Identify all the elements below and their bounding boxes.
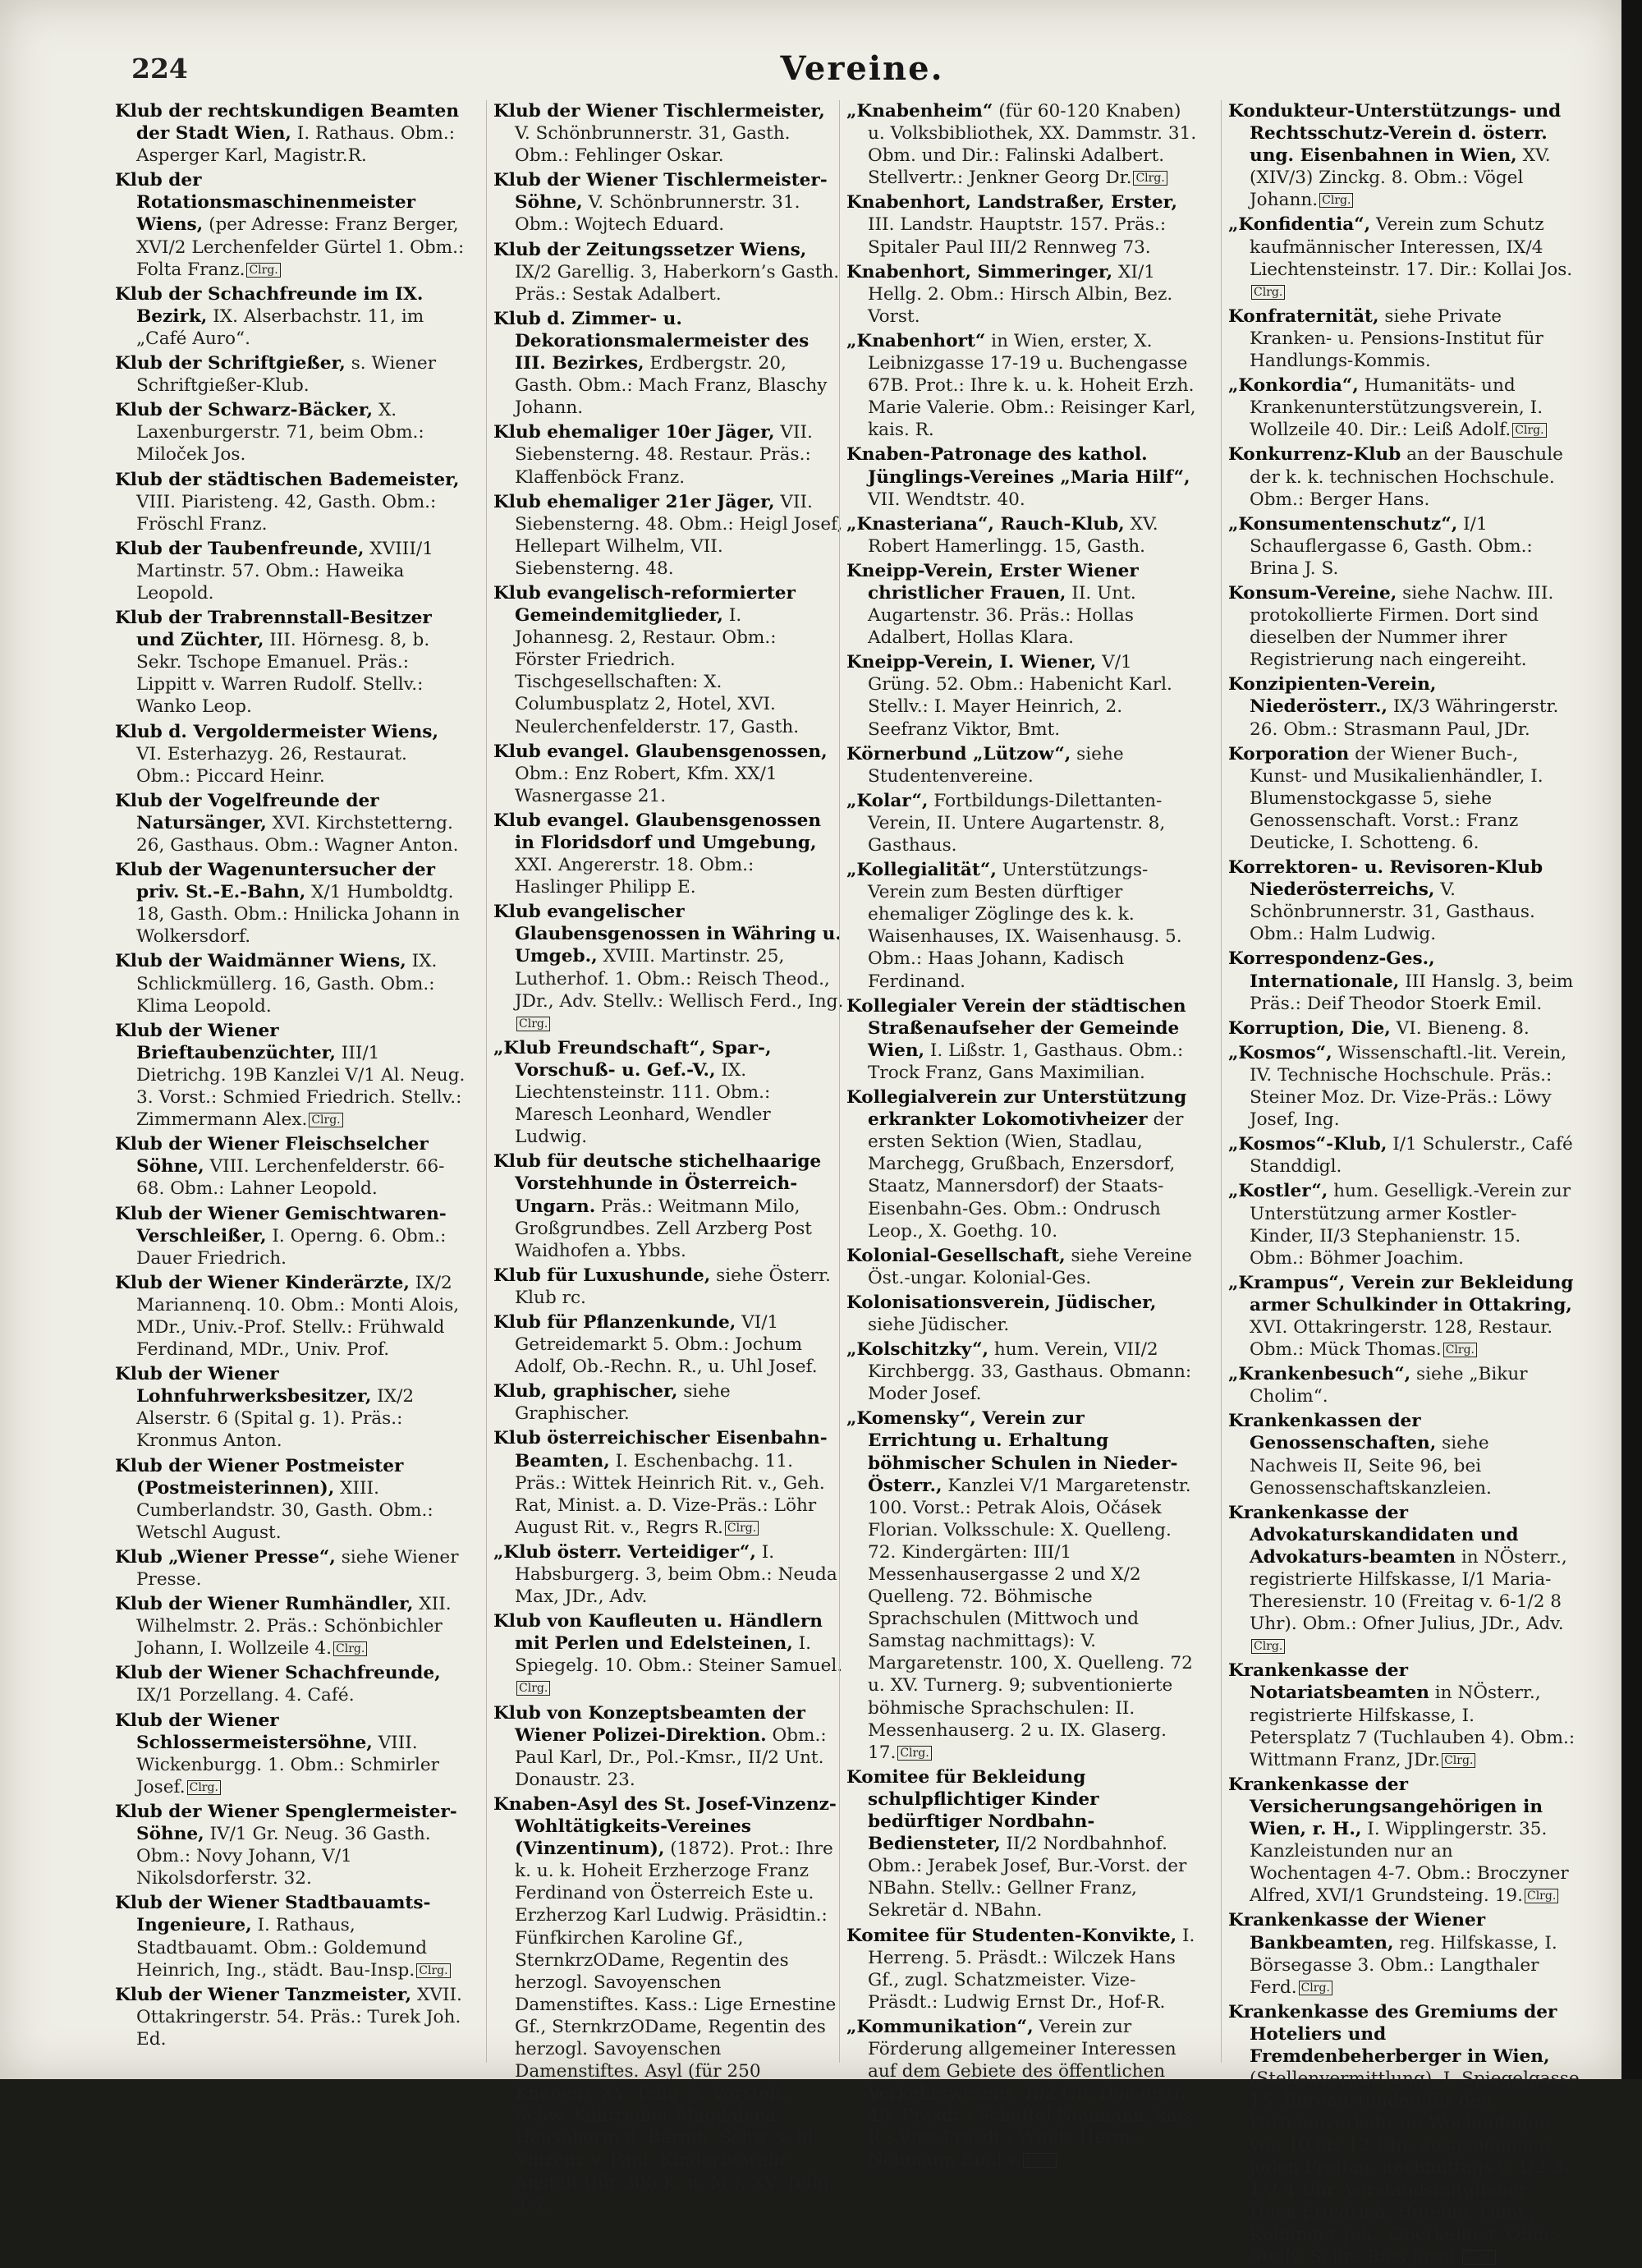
entry-details: I. Operng. 6. Obm.: Dauer Friedrich. bbox=[136, 1225, 447, 1269]
directory-entry bbox=[1228, 1660, 1580, 1770]
entry-details: in NÖsterr., registrierte Hilfskasse, I. Petersplatz 7 (Tuchlauben 4). Obm.: Wittmann Franz, JDr. bbox=[1250, 1683, 1575, 1770]
directory-entry bbox=[1228, 1774, 1580, 1908]
directory-entry bbox=[493, 1311, 845, 1378]
directory-entry bbox=[1228, 856, 1580, 945]
entry-title: Klub österreichischer Eisenbahn-Beamten, bbox=[493, 1428, 828, 1471]
entry-title: Krankenkassen der Genossenschaften, bbox=[1228, 1411, 1437, 1454]
entry-details: XVI. Kirchstetterng. 26, Gasthaus. Obm.: Wagner Anton. bbox=[136, 812, 459, 856]
entry-title: Kolonial-Gesellschaft, bbox=[846, 1245, 1066, 1266]
text-column-1 bbox=[115, 100, 466, 2063]
entry-title: Kollegialverein zur Unterstützung erkrankter Lokomotivheizer bbox=[846, 1087, 1187, 1131]
directory-entry bbox=[1228, 743, 1580, 854]
directory-entry bbox=[846, 443, 1198, 510]
directory-entry bbox=[846, 790, 1198, 856]
entry-title: Klub der städtischen Bademeister, bbox=[115, 469, 460, 490]
entry-title: Konsum-Vereine, bbox=[1228, 582, 1397, 604]
entry-details: XVIII. Martinstr. 25, Lutherhof. 1. Obm.: Reisch Theod., JDr., Adv. Stellv.: Wellisch Ferd., Ing. bbox=[515, 946, 844, 1012]
registration-stamp: Clrg. bbox=[416, 1963, 450, 1978]
directory-entry bbox=[115, 1710, 466, 1798]
entry-title: Klub, graphischer, bbox=[493, 1381, 678, 1403]
directory-entry bbox=[115, 1203, 466, 1269]
directory-entry bbox=[846, 859, 1198, 993]
directory-entry bbox=[846, 1407, 1198, 1764]
entry-title: Klub ehemaliger 10er Jäger, bbox=[493, 422, 775, 443]
text-column-3 bbox=[839, 100, 1198, 2171]
directory-entry bbox=[115, 790, 466, 856]
directory-entry bbox=[846, 1245, 1198, 1289]
entry-details: I. Spiegelg. 10. Obm.: Steiner Samuel. bbox=[515, 1633, 843, 1677]
entry-title: „Knabenhort“ bbox=[846, 330, 986, 351]
registration-stamp: Clrg. bbox=[1442, 1753, 1475, 1768]
entry-details: siehe Private Kranken- u. Pensions-Institut für Handlungs-Kommis. bbox=[1250, 305, 1543, 372]
page-title: Vereine. bbox=[780, 49, 944, 88]
entry-title: Krankenkasse der Advokaturskandidaten und Advokaturs-beamten bbox=[1228, 1502, 1519, 1568]
directory-entry bbox=[1228, 1272, 1580, 1361]
directory-entry bbox=[846, 330, 1198, 441]
entry-title: Klub der Wiener Spenglermeister-Söhne, bbox=[115, 1801, 457, 1845]
registration-stamp: Clrg. bbox=[1251, 285, 1285, 300]
directory-entry bbox=[1228, 2001, 1580, 2268]
directory-entry bbox=[115, 859, 466, 948]
registration-stamp: Clrg. bbox=[897, 1746, 931, 1761]
entry-details: V. Schönbrunnerstr. 31, Gasth. Obm.: Fehlinger Oskar. bbox=[515, 123, 791, 167]
entry-title: „Knabenheim“ bbox=[846, 101, 993, 122]
entry-details: Wissenschaftl.-lit. Verein, IV. Technische Hochschule. Präs.: Steiner Moz. Dr. Vize-Präs.: Löwy Josef, Ing. bbox=[1250, 1042, 1567, 1131]
entry-title: Klub der Wiener Rumhändler, bbox=[115, 1594, 414, 1615]
directory-entry bbox=[493, 421, 845, 488]
entry-title: Kolonisationsverein, Jüdischer, bbox=[846, 1292, 1157, 1313]
directory-entry bbox=[493, 1541, 845, 1608]
directory-entry bbox=[846, 1292, 1198, 1336]
registration-stamp: Clrg. bbox=[309, 1113, 342, 1127]
entry-details: VII. Siebensterng. 48. Obm.: Heigl Josef, Hellepart Wilhelm, VII. Siebensterng. 48. bbox=[515, 491, 843, 579]
directory-entry bbox=[115, 1593, 466, 1660]
page-header bbox=[131, 49, 1593, 94]
entry-title: Klub der Wiener Gemischtwaren-Verschleißer, bbox=[115, 1203, 447, 1246]
entry-details: (für 60-120 Knaben) u. Volksbibliothek, XX. Dammstr. 31. Obm. und Dir.: Falinski Adalbert. Stellvertr.: Jenkner Georg Dr. bbox=[868, 101, 1197, 189]
entry-details: IX/3 Währingerstr. 26. Obm.: Strasmann Paul, JDr. bbox=[1250, 696, 1559, 740]
entry-details: I/1 Schulerstr., Café Standdigl. bbox=[1250, 1134, 1573, 1178]
directory-entry bbox=[115, 721, 466, 787]
entry-title: „Kolschitzky“, bbox=[846, 1339, 989, 1361]
directory-entry bbox=[115, 1892, 466, 1981]
directory-entry bbox=[493, 491, 845, 580]
entry-details: in NÖsterr., registrierte Hilfskasse, I/1 Maria-Theresienstr. 10 (Freitag v. 6-1/2 8 Uhr). Obm.: Ofner Julius, JDr., Adv. bbox=[1250, 1546, 1567, 1635]
entry-details: IX/2 Garellig. 3, Haberkorn’s Gasth. Präs.: Sestak Adalbert. bbox=[515, 261, 840, 305]
entry-title: „Klub Freundschaft“, Spar-, Vorschuß- u. Gef.-V., bbox=[493, 1037, 772, 1081]
entry-details: Obm.: Enz Robert, Kfm. XX/1 Wasnergasse 21. bbox=[515, 763, 777, 806]
directory-entry bbox=[493, 741, 845, 807]
entry-details: hum. Verein, VII/2 Kirchbergg. 33, Gasthaus. Obmann: Moder Josef. bbox=[868, 1339, 1192, 1405]
entry-details: der Wiener Buch-, Kunst- und Musikalienhändler, I. Blumenstockgasse 5, siehe Genossenschaft. Vorst.: Franz Deuticke, I. Schotteng. 6. bbox=[1250, 743, 1543, 853]
entry-details: (Stellenvermittlung), I. Spiegelgasse 15. Bureaustunden für den Parteienverkehr an Wochentagen von 10 bis 12 Uhr, ausgenommen jeden Freitag, nachmittags v. 1/2 3-1/2 4 Uhr. Vorstandsmitglieder: Hack Friedrich, Hotelier, Obm., Kolbinger Joh., Oberkellner, Obm.-Stellv. Sekr.: Ries Josef. bbox=[1250, 2068, 1580, 2267]
page-number: 224 bbox=[131, 53, 188, 85]
registration-stamp: Clrg. bbox=[1443, 1343, 1477, 1357]
directory-entry bbox=[115, 283, 466, 350]
entry-title: Klub der Wiener Tanzmeister, bbox=[115, 1984, 412, 2005]
entry-title: Klub ehemaliger 21er Jäger, bbox=[493, 491, 775, 512]
registration-stamp: Clrg. bbox=[1462, 2250, 1496, 2265]
entry-title: Klub der Rotationsmaschinenmeister Wiens, bbox=[115, 170, 415, 236]
entry-details: IX/2 Mariannenq. 10. Obm.: Monti Alois, MDr., Univ.-Prof. Stellv.: Frühwald Ferdinand, MDr., Univ. Prof. bbox=[136, 1272, 460, 1361]
entry-details: Verein zur Förderung allgemeiner Interessen auf dem Gebiete des öffentlichen Verkehrswesens, II/2 Ob. Donaustr. 49. Präsdt.: Scheftel Naumann, kais. R.; Vize-Präsdt.: Winds Herm.; Neumann Emil v. bbox=[868, 2016, 1198, 2171]
entry-title: Klub von Konzeptsbeamten der Wiener Polizei-Direktion. bbox=[493, 1702, 805, 1746]
directory-entry bbox=[115, 1801, 466, 1889]
entry-details: IV/1 Gr. Neug. 36 Gasth. Obm.: Novy Johann, V/1 Nikolsdorferstr. 32. bbox=[136, 1824, 431, 1889]
directory-entry bbox=[115, 1363, 466, 1452]
entry-title: Klub „Wiener Presse“, bbox=[115, 1546, 336, 1568]
directory-entry bbox=[846, 995, 1198, 1084]
text-column-2 bbox=[486, 100, 845, 2215]
directory-entry bbox=[115, 352, 466, 397]
entry-title: Klub d. Zimmer- u. Dekorationsmalermeister des III. Bezirkes, bbox=[493, 308, 810, 374]
entry-title: Klub evangel. Glaubensgenossen in Floridsdorf und Umgebung, bbox=[493, 810, 822, 853]
entry-details: hum. Geselligk.-Verein zur Unterstützung armer Kostler-Kinder, II/3 Stephanienstr. 15. Obm.: Böhmer Joachim. bbox=[1250, 1181, 1571, 1269]
entry-details: I. Herreng. 5. Präsdt.: Wilczek Hans Gf., zugl. Schatzmeister. Vize-Präsdt.: Ludwig Ernst Dr., Hof-R. bbox=[868, 1925, 1195, 2013]
entry-title: „Kommunikation“, bbox=[846, 2016, 1034, 2037]
directory-entry bbox=[846, 651, 1198, 740]
registration-stamp: Clrg. bbox=[516, 1017, 550, 1031]
entry-details: Humanitäts- und Krankenunterstützungsverein, I. Wollzeile 40. Dir.: Leiß Adolf. bbox=[1250, 375, 1543, 441]
entry-title: Krankenkasse der Versicherungsangehörigen in Wien, r. H., bbox=[1228, 1774, 1543, 1840]
registration-stamp: Clrg. bbox=[516, 1681, 550, 1696]
entry-title: Klub der Wiener Postmeister (Postmeisterinnen), bbox=[115, 1455, 404, 1499]
entry-title: Klub der Wiener Tischlermeister-Söhne, bbox=[493, 170, 828, 213]
entry-details: XXI. Angererstr. 18. Obm.: Haslinger Philipp E. bbox=[515, 855, 754, 898]
entry-title: Kondukteur-Unterstützungs- und Rechtsschutz-Verein d. österr. ung. Eisenbahnen in Wien, bbox=[1228, 101, 1562, 167]
entry-title: Kneipp-Verein, I. Wiener, bbox=[846, 652, 1097, 673]
entry-details: Unterstützungs-Verein zum Besten dürftiger ehemaliger Zöglinge des k. k. Waisenhauses, IX. Waisenhausg. 5. Obm.: Haas Johann, Kadisch Ferdinand. bbox=[868, 860, 1182, 992]
entry-details: V. Schönbrunnerstr. 31, Gasthaus. Obm.: Halm Ludwig. bbox=[1250, 879, 1535, 945]
entry-title: „Krankenbesuch“, bbox=[1228, 1364, 1411, 1385]
entry-details: I. Lißstr. 1, Gasthaus. Obm.: Trock Franz, Gans Maximilian. bbox=[868, 1040, 1184, 1083]
entry-details: siehe Österr. Klub rc. bbox=[515, 1265, 831, 1308]
directory-entry bbox=[846, 1338, 1198, 1405]
entry-details: II/2 Nordbahnhof. Obm.: Jerabek Josef, Bur.-Vorst. der NBahn. Stellv.: Gellner Franz, Sekretär d. NBahn. bbox=[868, 1834, 1187, 1921]
entry-title: „Kostler“, bbox=[1228, 1181, 1328, 1202]
directory-entry bbox=[846, 1925, 1198, 2013]
entry-title: „Konsumentenschutz“, bbox=[1228, 513, 1458, 535]
entry-title: Klub der Wagenuntersucher der priv. St.-E.-Bahn, bbox=[115, 860, 435, 903]
entry-title: Klub der Trabrennstall-Besitzer und Züchter, bbox=[115, 608, 432, 651]
entry-title: Klub der Taubenfreunde, bbox=[115, 538, 365, 559]
entry-details: VII. Siebensterng. 48. Restaur. Präs.: Klaffenböck Franz. bbox=[515, 422, 813, 488]
directory-entry bbox=[115, 1662, 466, 1706]
directory-entry bbox=[493, 169, 845, 236]
entry-title: „Kolar“, bbox=[846, 790, 929, 811]
entry-details: XII. Wilhelmstr. 2. Präs.: Schönbichler Johann, I. Wollzeile 4. bbox=[136, 1594, 452, 1660]
directory-entry bbox=[1228, 305, 1580, 372]
entry-title: Konfraternität, bbox=[1228, 305, 1379, 327]
directory-entry bbox=[115, 1546, 466, 1591]
entry-details: (1872). Prot.: Ihre k. u. k. Hoheit Erzherzoge Franz Ferdinand von Österreich Este u. Erzherzog Karl Ludwig. Präsidtin.: Fünfkirchen Karoline Gf., SternkrzODame, Regentin des herzogl. Savoyenschen Damenstiftes. Kass.: Lige Ernestine Gf., SternkrzODame, Regentin des herzogl. Savoyenschen Damenstiftes. Asyl (für 250 Knaben), XV. Tellg. 5. Vorsteh.: Schw. Kühtreiber Magdalena, Hausoberin d. Barmh. Schw. v. hl. Vinzenz v. Paul. Kinderbewahr-Anstalt (für 300 K. u. M.), XV. Tellg. 3-5. bbox=[515, 1839, 837, 2215]
entry-title: Korrespondenz-Ges., Internationale, bbox=[1228, 948, 1435, 992]
entry-details: XV. (XIV/3) Zinckg. 8. Obm.: Vögel Johann. bbox=[1250, 145, 1551, 211]
directory-entry bbox=[1228, 1363, 1580, 1407]
entry-details: in Wien, erster, X. Leibnizgasse 17-19 u. Buchengasse 67B. Prot.: Ihre k. u. k. Hoheit Erzh. Marie Valerie. Obm.: Reisinger Karl, kais. R. bbox=[868, 330, 1196, 441]
directory-entry bbox=[1228, 100, 1580, 211]
entry-title: „Kosmos“-Klub, bbox=[1228, 1134, 1387, 1155]
directory-entry bbox=[115, 469, 466, 535]
entry-title: Korporation bbox=[1228, 743, 1350, 764]
entry-title: „Kollegialität“, bbox=[846, 860, 997, 881]
entry-title: Klub für deutsche stichelhaarige Vorstehhunde in Österreich-Ungarn. bbox=[493, 1151, 822, 1217]
entry-details: siehe Nachw. III. protokollierte Firmen. Dort sind dieselben der Nummer ihrer Registrierung nach eingereiht. bbox=[1250, 582, 1554, 671]
entry-details: V. Schönbrunnerstr. 31. Obm.: Wojtech Eduard. bbox=[515, 192, 800, 236]
directory-entry bbox=[493, 1037, 845, 1148]
entry-title: Klub evangelischer Glaubensgenossen in Währing u. Umgeb., bbox=[493, 902, 842, 967]
entry-details: XVIII/1 Martinstr. 57. Obm.: Haweika Leopold. bbox=[136, 538, 433, 604]
directory-entry bbox=[115, 1984, 466, 2050]
entry-details: IX. Schlickmüllerg. 16, Gasth. Obm.: Klima Leopold. bbox=[136, 951, 438, 1017]
entry-details: Obm.: Paul Karl, Dr., Pol.-Kmsr., II/2 Unt. Donaustr. 23. bbox=[515, 1724, 827, 1790]
registration-stamp: Clrg. bbox=[725, 1521, 759, 1536]
entry-details: I. Rathaus, Stadtbauamt. Obm.: Goldemund Heinrich, Ing., städt. Bau-Insp. bbox=[136, 1915, 428, 1981]
entry-details: III. Landstr. Hauptstr. 157. Präs.: Spitaler Paul III/2 Rennweg 73. bbox=[868, 214, 1167, 258]
directory-entry bbox=[1228, 1133, 1580, 1178]
directory-entry bbox=[493, 582, 845, 738]
directory-entry bbox=[1228, 1042, 1580, 1131]
directory-entry bbox=[846, 743, 1198, 787]
directory-entry bbox=[115, 169, 466, 280]
entry-title: „Konfidentia“, bbox=[1228, 214, 1371, 236]
directory-entry bbox=[1228, 374, 1580, 441]
entry-title: Klub der Wiener Schlossermeistersöhne, bbox=[115, 1710, 373, 1753]
entry-title: Klub für Luxushunde, bbox=[493, 1265, 711, 1286]
text-column-4 bbox=[1221, 100, 1580, 2267]
entry-details: XI/1 Hellg. 2. Obm.: Hirsch Albin, Bez. Vorst. bbox=[868, 261, 1173, 327]
entry-details: reg. Hilfskasse, I. Börsegasse 3. Obm.: Langthaler Ferd. bbox=[1250, 1932, 1557, 1998]
entry-details: VIII. Lerchenfelderstr. 66-68. Obm.: Lahner Leopold. bbox=[136, 1156, 445, 1200]
registration-stamp: Clrg. bbox=[1023, 2153, 1057, 2168]
entry-details: siehe Vereine Öst.-ungar. Kolonial-Ges. bbox=[868, 1245, 1192, 1288]
entry-details: Verein zum Schutz kaufmännischer Interessen, IX/4 Liechtensteinstr. 17. Dir.: Kollai Jos. bbox=[1250, 214, 1573, 280]
directory-entry bbox=[493, 1610, 845, 1699]
directory-entry bbox=[846, 191, 1198, 258]
directory-entry bbox=[846, 560, 1198, 649]
entry-title: Klub der Zeitungssetzer Wiens, bbox=[493, 239, 807, 260]
entry-details: X/1 Humboldtg. 18, Gasth. Obm.: Hnilicka Johann in Wolkersdorf. bbox=[136, 882, 461, 948]
entry-title: Kollegialer Verein der städtischen Straßenaufseher der Gemeinde Wien, bbox=[846, 995, 1186, 1061]
entry-details: III/1 Dietrichg. 19B Kanzlei V/1 Al. Neug. 3. Vorst.: Schmied Friedrich. Stellv.: Zimmermann Alex. bbox=[136, 1042, 466, 1131]
registration-stamp: Clrg. bbox=[187, 1780, 221, 1795]
entry-title: Krankenkasse der Notariatsbeamten bbox=[1228, 1660, 1429, 1704]
entry-details: Fortbildungs-Dilettanten-Verein, II. Untere Augartenstr. 8, Gasthaus. bbox=[868, 790, 1166, 856]
directory-entry bbox=[493, 1150, 845, 1261]
entry-title: Komitee für Studenten-Konvikte, bbox=[846, 1925, 1177, 1946]
directory-entry bbox=[846, 1086, 1198, 1242]
scan-edge bbox=[1621, 0, 1642, 2079]
entry-title: Klub der Vogelfreunde der Natursänger, bbox=[115, 790, 379, 833]
entry-title: Klub der Schriftgießer, bbox=[115, 353, 346, 374]
entry-details: Erdbergstr. 20, Gasth. Obm.: Mach Franz, Blaschy Johann. bbox=[515, 353, 828, 419]
entry-title: Klub der Waidmänner Wiens, bbox=[115, 951, 406, 972]
directory-entry bbox=[1228, 948, 1580, 1014]
directory-entry bbox=[115, 950, 466, 1017]
entry-title: Konzipienten-Verein, Niederösterr., bbox=[1228, 674, 1437, 718]
registration-stamp: Clrg. bbox=[1133, 171, 1167, 186]
entry-title: „Konkordia“, bbox=[1228, 375, 1359, 397]
directory-entry bbox=[493, 810, 845, 898]
entry-details: (per Adresse: Franz Berger, XVI/2 Lerchenfelder Gürtel 1. Obm.: Folta Franz. bbox=[136, 214, 465, 280]
entry-details: der ersten Sektion (Wien, Stadlau, Marchegg, Grußbach, Enzersdorf, Staatz, Mannersdorf) der Staats-Eisenbahn-Ges. Obm.: Ondrusch Leop., X. Goethg. 10. bbox=[868, 1109, 1184, 1242]
directory-entry bbox=[1228, 213, 1580, 302]
entry-title: Klub der Schachfreunde im IX. Bezirk, bbox=[115, 283, 424, 327]
directory-entry bbox=[846, 2016, 1198, 2172]
entry-title: Klub von Kaufleuten u. Händlern mit Perlen und Edelsteinen, bbox=[493, 1611, 823, 1655]
directory-entry bbox=[846, 513, 1198, 558]
entry-title: Klub der Wiener Stadtbauamts-Ingenieure, bbox=[115, 1893, 431, 1936]
entry-title: Klub der Wiener Kinderärzte, bbox=[115, 1272, 410, 1293]
entry-details: V/1 Grüng. 52. Obm.: Habenicht Karl. Stellv.: I. Mayer Heinrich, 2. Seefranz Viktor, Bmt. bbox=[868, 652, 1172, 740]
directory-entry bbox=[493, 1793, 845, 2216]
entry-title: „Komensky“, Verein zur Errichtung u. Erhaltung böhmischer Schulen in Nieder-Österr., bbox=[846, 1408, 1178, 1496]
directory-entry bbox=[115, 100, 466, 167]
directory-entry bbox=[115, 1133, 466, 1200]
entry-title: „Krampus“, Verein zur Bekleidung armer Schulkinder in Ottakring, bbox=[1228, 1272, 1574, 1315]
directory-entry bbox=[1228, 1410, 1580, 1499]
entry-title: Klub für Pflanzenkunde, bbox=[493, 1311, 736, 1333]
entry-title: Knaben-Patronage des kathol. Jünglings-Vereines „Maria Hilf“, bbox=[846, 444, 1190, 488]
directory-entry bbox=[1228, 1502, 1580, 1658]
directory-entry bbox=[1228, 443, 1580, 510]
entry-details: III. Hörnesg. 8, b. Sekr. Tschope Emanuel. Präs.: Lippitt v. Warren Rudolf. Stellv.: Wanko Leop. bbox=[136, 630, 430, 718]
entry-details: X. Laxenburgerstr. 71, beim Obm.: Miloček Jos. bbox=[136, 400, 424, 466]
registration-stamp: Clrg. bbox=[246, 263, 280, 278]
entry-title: Körnerbund „Lützow“, bbox=[846, 743, 1071, 764]
directory-entry bbox=[493, 308, 845, 419]
directory-entry bbox=[1228, 582, 1580, 671]
directory-entry bbox=[493, 1265, 845, 1309]
entry-details: XV. Robert Hamerlingg. 15, Gasth. bbox=[868, 513, 1158, 557]
directory-entry bbox=[115, 1272, 466, 1361]
entry-details: VI. Bieneng. 8. bbox=[1396, 1017, 1530, 1039]
entry-title: Knaben-Asyl des St. Josef-Vinzenz-Wohltätigkeits-Vereines (Vinzentinum), bbox=[493, 1793, 837, 1860]
entry-details: VII. Wendtstr. 40. bbox=[868, 489, 1025, 510]
entry-title: Knabenhort, Landstraßer, Erster, bbox=[846, 192, 1177, 213]
entry-title: „Klub österr. Verteidiger“, bbox=[493, 1541, 756, 1563]
entry-title: Klub der Wiener Schachfreunde, bbox=[115, 1663, 441, 1684]
entry-title: Klub evangel. Glaubensgenossen, bbox=[493, 741, 828, 762]
entry-title: Konkurrenz-Klub bbox=[1228, 444, 1401, 466]
entry-details: VIII. Wickenburgg. 1. Obm.: Schmirler Josef. bbox=[136, 1732, 439, 1797]
entry-details: s. Wiener Schriftgießer-Klub. bbox=[136, 353, 437, 397]
entry-title: Klub der Wiener Fleischselcher Söhne, bbox=[115, 1134, 429, 1178]
entry-title: Krankenkasse des Gremiums der Hoteliers und Fremdenbeherberger in Wien, bbox=[1228, 2001, 1557, 2067]
entry-details: VI/1 Getreidemarkt 5. Obm.: Jochum Adolf, Ob.-Rechn. R., u. Uhl Josef. bbox=[515, 1311, 818, 1378]
directory-entry bbox=[493, 901, 845, 1035]
entry-details: I/1 Schauflergasse 6, Gasth. Obm.: Brina J. S. bbox=[1250, 513, 1533, 579]
entry-details: I. Eschenbachg. 11. Präs.: Wittek Heinrich Rit. v., Geh. Rat, Minist. a. D. Vize-Präs.: Löhr August Rit. v., Regrs R. bbox=[515, 1450, 825, 1538]
entry-title: Komitee für Bekleidung schulpflichtiger Kinder bedürftiger Nordbahn-Bediensteter, bbox=[846, 1766, 1099, 1855]
entry-details: XVII. Ottakringerstr. 54. Präs.: Turek Joh. Ed. bbox=[136, 1984, 462, 2050]
entry-title: „Knasteriana“, Rauch-Klub, bbox=[846, 513, 1125, 535]
directory-entry bbox=[1228, 673, 1580, 740]
entry-title: Klub der Wiener Brieftaubenzüchter, bbox=[115, 1020, 336, 1063]
entry-details: Präs.: Weitmann Milo, Großgrundbes. Zell Arzberg Post Waidhofen a. Ybbs. bbox=[515, 1196, 812, 1261]
entry-details: I. Johannesg. 2, Restaur. Obm.: Förster Friedrich. Tischgesellschaften: X. Columbusplatz 2, Hotel, XVI. Neulerchenfelderstr. 17, Gasth. bbox=[515, 605, 800, 737]
directory-entry bbox=[493, 239, 845, 305]
directory-entry bbox=[115, 1455, 466, 1544]
entry-title: Klub der Wiener Lohnfuhrwerksbesitzer, bbox=[115, 1364, 372, 1407]
entry-details: siehe „Bikur Cholim“. bbox=[1250, 1364, 1528, 1407]
directory-entry bbox=[1228, 1017, 1580, 1040]
directory-entry bbox=[493, 1702, 845, 1791]
directory-entry bbox=[493, 100, 845, 167]
entry-title: Klub d. Vergoldermeister Wiens, bbox=[115, 721, 438, 742]
entry-details: IX/1 Porzellang. 4. Café. bbox=[136, 1685, 355, 1706]
entry-details: an der Bauschule der k. k. technischen Hochschule. Obm.: Berger Hans. bbox=[1250, 444, 1563, 510]
entry-title: Klub der rechtskundigen Beamten der Stadt Wien, bbox=[115, 101, 460, 145]
entry-title: Korrektoren- u. Revisoren-Klub Niederösterreichs, bbox=[1228, 857, 1543, 901]
directory-entry bbox=[115, 1020, 466, 1131]
entry-title: Kneipp-Verein, Erster Wiener christlicher Frauen, bbox=[846, 560, 1139, 604]
directory-entry bbox=[115, 538, 466, 604]
directory-entry bbox=[493, 1380, 845, 1425]
registration-stamp: Clrg. bbox=[333, 1641, 367, 1656]
directory-entry bbox=[846, 261, 1198, 328]
entry-details: VI. Esterhazyg. 26, Restaurat. Obm.: Piccard Heinr. bbox=[136, 743, 407, 787]
entry-details: I. Habsburgerg. 3, beim Obm.: Neuda Max, JDr., Adv. bbox=[515, 1541, 837, 1608]
entry-title: Klub evangelisch-reformierter Gemeindemitglieder, bbox=[493, 582, 796, 627]
entry-title: Klub der Wiener Tischlermeister, bbox=[493, 101, 825, 122]
entry-title: „Kosmos“, bbox=[1228, 1042, 1332, 1063]
entry-details: XVI. Ottakringerstr. 128, Restaur. Obm.: Mück Thomas. bbox=[1250, 1316, 1553, 1361]
registration-stamp: Clrg. bbox=[1251, 1639, 1285, 1654]
entry-title: Krankenkasse der Wiener Bankbeamten, bbox=[1228, 1910, 1486, 1954]
directory-entry bbox=[115, 607, 466, 718]
directory-entry bbox=[1228, 513, 1580, 580]
entry-details: siehe Wiener Presse. bbox=[136, 1546, 459, 1590]
entry-details: IX/2 Alserstr. 6 (Spital g. 1). Präs.: Kronmus Anton. bbox=[136, 1386, 415, 1452]
directory-entry bbox=[493, 1427, 845, 1538]
entry-details: XIII. Cumberlandstr. 30, Gasth. Obm.: Wetschl August. bbox=[136, 1477, 433, 1543]
registration-stamp: Clrg. bbox=[1512, 423, 1546, 438]
registration-stamp: Clrg. bbox=[1319, 193, 1353, 208]
entry-details: I. Rathaus. Obm.: Asperger Karl, Magistr.R. bbox=[136, 123, 456, 167]
directory-entry bbox=[1228, 1180, 1580, 1269]
entry-details: siehe Graphischer. bbox=[515, 1381, 731, 1425]
directory-entry bbox=[846, 100, 1198, 189]
entry-details: IX. Alserbachstr. 11, im „Café Auro“. bbox=[136, 305, 424, 349]
entry-details: siehe Jüdischer. bbox=[868, 1314, 1010, 1335]
entry-details: II. Unt. Augartenstr. 36. Präs.: Hollas Adalbert, Hollas Klara. bbox=[868, 582, 1136, 649]
entry-details: siehe Studentenvereine. bbox=[868, 743, 1124, 787]
directory-entry bbox=[1228, 1909, 1580, 1998]
registration-stamp: Clrg. bbox=[1299, 1981, 1332, 1995]
entry-title: Korruption, Die, bbox=[1228, 1017, 1391, 1039]
entry-details: IX. Liechtensteinstr. 111. Obm.: Maresch Leonhard, Wendler Ludwig. bbox=[515, 1059, 771, 1148]
registration-stamp: Clrg. bbox=[1525, 1889, 1558, 1903]
directory-entry bbox=[846, 1766, 1198, 1922]
entry-title: Knabenhort, Simmeringer, bbox=[846, 261, 1113, 282]
entry-details: Kanzlei V/1 Margaretenstr. 100. Vorst.: Petrak Alois, Očásek Florian. Volksschule: X. Quelleng. 72. Kindergärten: III/1 Messenhausergasse 2 und X/2 Quelleng. 72. Böhmische Sprachschulen (Mittwoch und Samstag nachmittags): V. Margaretenstr. 100, X. Quelleng. 72 u. XV. Turnerg. 9; subventionierte böhmische Sprachschulen: II. Messenhauserg. 2 u. IX. Glaserg. 17. bbox=[868, 1475, 1193, 1763]
directory-entry bbox=[115, 399, 466, 466]
entry-details: VIII. Piaristeng. 42, Gasth. Obm.: Fröschl Franz. bbox=[136, 491, 437, 535]
entry-title: Klub der Schwarz-Bäcker, bbox=[115, 400, 374, 421]
entry-details: III Hanslg. 3, beim Präs.: Deif Theodor Stoerk Emil. bbox=[1250, 971, 1574, 1014]
entry-details: I. Wipplingerstr. 35. Kanzleistunden nur an Wochentagen 4-7. Obm.: Broczyner Alfred, XVI/1 Grundsteing. 19. bbox=[1250, 1819, 1569, 1907]
entry-details: siehe Nachweis II, Seite 96, bei Genossenschaftskanzleien. bbox=[1250, 1433, 1492, 1499]
